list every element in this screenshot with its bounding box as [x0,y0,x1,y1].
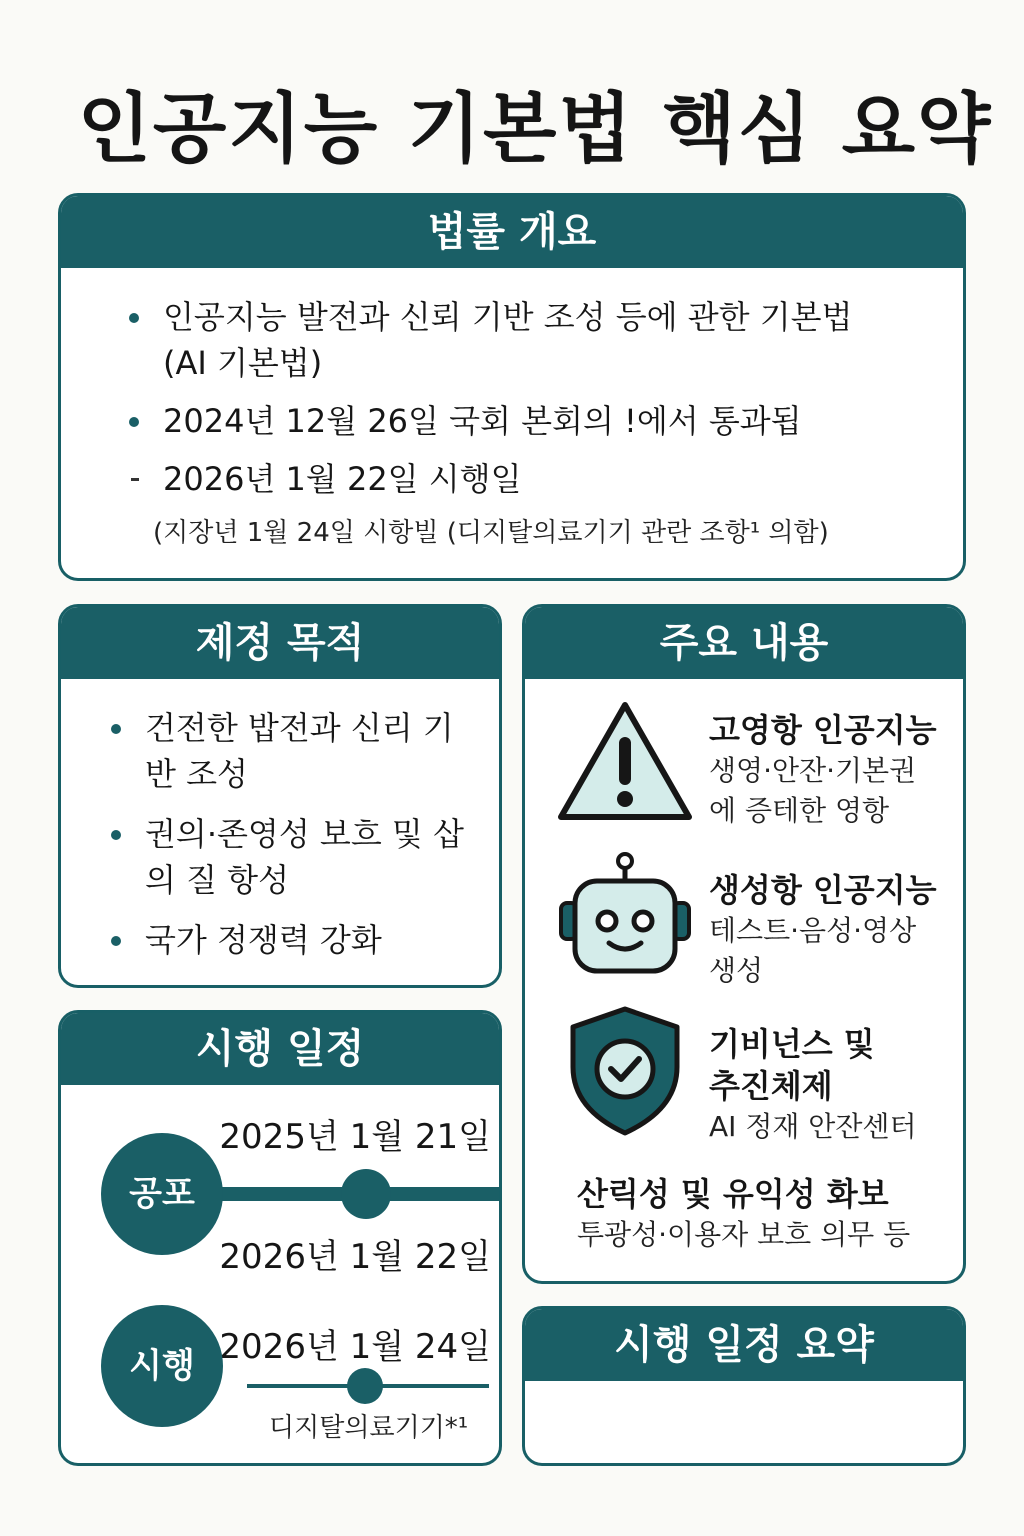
feature-desc: 생성 [709,954,764,987]
page-title: 인공지능 기본법 핵심 요약 [77,84,993,173]
purpose-header: 제정 목적 [61,607,499,679]
enforcement-note: 디지탈의료기기*¹ [269,1413,469,1443]
schedule-header: 시행 일정 [61,1013,499,1085]
overview-item-law-name: 인공지능 발전과 신뢰 기반 조성 등에 관한 기본법 (AI 기본법) [123,294,903,386]
enforcement-badge: 시행 [101,1305,223,1427]
overview-list [123,294,903,502]
promulgation-date: 2025년 1월 21일 [219,1117,491,1157]
feature-reliability [577,1173,910,1255]
overview-item-passed: 2024년 12월 26일 국회 본회의 !에서 통과됩 [123,398,903,444]
timeline-dot [347,1368,383,1404]
schedule-summary-card [522,1306,966,1466]
timeline-dot [341,1169,391,1219]
feature-title: 생성항 인공지능 [709,871,937,909]
feature-title: 고영항 인공지능 [709,711,937,749]
feature-desc: 테스트·음성·영상 [709,914,917,947]
feature-desc: 에 증테한 영항 [709,794,890,827]
feature-governance [709,1023,917,1147]
schedule-card [58,1010,502,1466]
feature-desc: AI 정재 안잔센터 [709,1110,917,1143]
overview-note: (지장년 1월 24일 시항빌 (디지탈의료기기 관란 조항¹ 의함) [153,518,829,548]
main-content-header: 주요 내용 [525,607,963,679]
robot-icon [557,851,693,979]
enforcement-date: 2026년 1월 24일 [219,1327,491,1367]
shield-check-icon [567,1005,683,1141]
schedule-summary-header: 시행 일정 요약 [525,1309,963,1381]
purpose-item: 국가 정쟁력 강화 [105,917,479,963]
overview-card [58,193,966,581]
purpose-list [105,705,479,963]
feature-title: 추진체제 [709,1067,833,1105]
main-content-card [522,604,966,1284]
purpose-card [58,604,502,988]
feature-generative [709,869,937,991]
overview-item-effective: 2026년 1월 22일 시행일 [123,456,903,502]
feature-title: 기비넌스 및 [709,1025,875,1063]
purpose-item: 권의·존영성 보흐 및 삽의 질 항성 [105,811,479,903]
feature-high-impact [709,709,937,831]
feature-desc: 투광성·이용자 보흐 의무 등 [577,1218,911,1251]
purpose-item: 건전한 밥전과 신리 기반 조성 [105,705,479,797]
promulgation-badge: 공포 [101,1133,223,1255]
feature-title: 산릭성 및 유익성 화보 [577,1175,889,1213]
effective-date: 2026년 1월 22일 [219,1237,491,1277]
overview-header: 법률 개요 [61,196,963,268]
warning-icon [555,699,695,829]
feature-desc: 생영·안잔·기본권 [709,754,917,787]
